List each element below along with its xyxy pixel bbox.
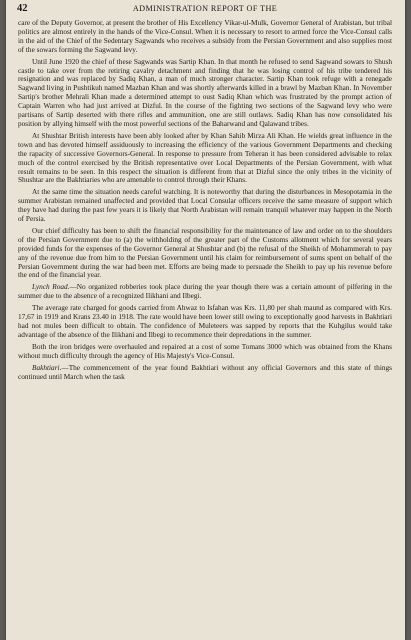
paragraph-text: Our chief difficulty has been to shift the financial responsibility for the maintenance of law and order on to the shoulders of the Persian Government due to (a) the withholding of the greater part of the Customs allotment which for several years provided funds for the expenses of the Governor General at Shushtar and (b) the refusal of the Sheikh of Mohammerah to pay any of the revenue due from him to the Persian Government until his claim for reimbursement of sums spent on behalf of the Persian Government during the war had been met. Efforts are being made to persuade the Sheikh to pay up his revenue before the end of the financial year. (18, 225, 392, 280)
page-header (17, 3, 393, 17)
paragraph (18, 343, 392, 361)
paragraph-text: Until June 1920 the chief of these Sagwands was Sartip Khan. In that month he refused to send Sagwand sowars to Shush castle to take over from the retiring cavalry detachment and finding that he was losing control of his tribe tendered his resignation and was replaced by Sadiq Khan, a man of much stronger character. Sartip Khan took refuge with a renegade Sagwand living in Pushtikuh named Mazban Khan and was shortly afterwards killed in a brawl by Mazban Khan. In November Sartip's brother Mehrali Khan made a determined attempt to oust Sadiq Khan which was frustrated by the prompt action of Captain Warren who had just arrived at Dizful. In the course of the fighting two sections of the Sagwand levy who were partisans of Sartip deserted with there rifles and ammunition, one are still outlaws. Sadiq Khan has now consolidated his position by allying himself with the most powerful sections of the Baharwand and Qalawand tribes. (18, 56, 392, 128)
paragraph (18, 364, 392, 382)
paragraph (18, 283, 392, 301)
page-number: 42 (17, 3, 28, 14)
paragraph-text: care of the Deputy Governor, at present the brother of His Excellency Vikar-ul-Mulk, Governor General of Arabistan, but tribal politics are almost entirely in the hands of the Vice-Consul. When it is necessary to resort to armed force the Vice-Consul calls in the aid of the Chief of the Sedentary Sagwands who receives a subsidy from the Persian Government and also supplies most of the sowars forming the Sagwand levy. (18, 18, 392, 54)
paragraph-text: Both the iron bridges were overhauled and repaired at a cost of some Tomans 3000 which was obtained from the Khans without much difficulty through the agency of His Majesty's Vice-Consul. (18, 341, 392, 360)
paragraph-text: —The commencement of the year found Bakhtiari without any official Governors and this state of things continued until March when the task (18, 362, 392, 381)
running-head: ADMINISTRATION REPORT OF THE (132, 4, 278, 13)
body-text (18, 19, 392, 384)
section-lead: Lynch Road. (32, 282, 70, 292)
paragraph (18, 19, 392, 55)
document-page (6, 0, 405, 640)
section-lead: Bakhtiari. (32, 362, 62, 372)
paragraph (18, 227, 392, 280)
paragraph (18, 132, 392, 185)
paragraph-text: —No organized robberies took place during the year though there was a certain amount of pilfering in the summer due to the absence of a recognized Ilikhani and Ilbegi. (18, 282, 393, 301)
paragraph (18, 188, 392, 224)
paragraph (18, 304, 392, 340)
paragraph-text: At Shushtar British interests have been ably looked after by Khan Sahib Mirza Ali Khan. He wields great influence in the town and has devoted himself assiduously to increasing the efficiency of the various Government Departments and checking the rapacity of successive Governors-General. In response to pressure from Teheran it has been considered advisable to relax much of the control exercised by the British representative over Local Departments of the Persian Government, with what result remains to be seen. In this respect the situation is different from that at Dizful since the only tribes in the vicinity of Shushtar are the Bakhtiaries who are amenable to control through their Khans. (18, 130, 392, 185)
paragraph-text: At the same time the situation needs careful watching. It is noteworthy that during the disturbances in Mesopotamia in the summer Arabistan remained unaffected and provided that Local Consular officers receive the same measure of support which they have had during the past few years it is likely that North Arabistan will remain tranquil whatever may happen in the North of Persia. (18, 187, 392, 224)
paragraph-text: The average rate charged for goods carried from Ahwaz to Isfahan was Krs. 11,80 per shah maund as compared with Krs. 17,67 in 1919 and Krans 23.40 in 1918. The rate would have been lower still owing to exceptionally good harvests in Bakhtiari had not mules been difficult to obtain. The confidence of Muleteers was sapped by reports that the Kuhgilus would take advantage of the absence of the Ilikhani and Ilbegi to recommence their depredations in the summer. (18, 303, 392, 339)
paragraph (18, 58, 392, 129)
